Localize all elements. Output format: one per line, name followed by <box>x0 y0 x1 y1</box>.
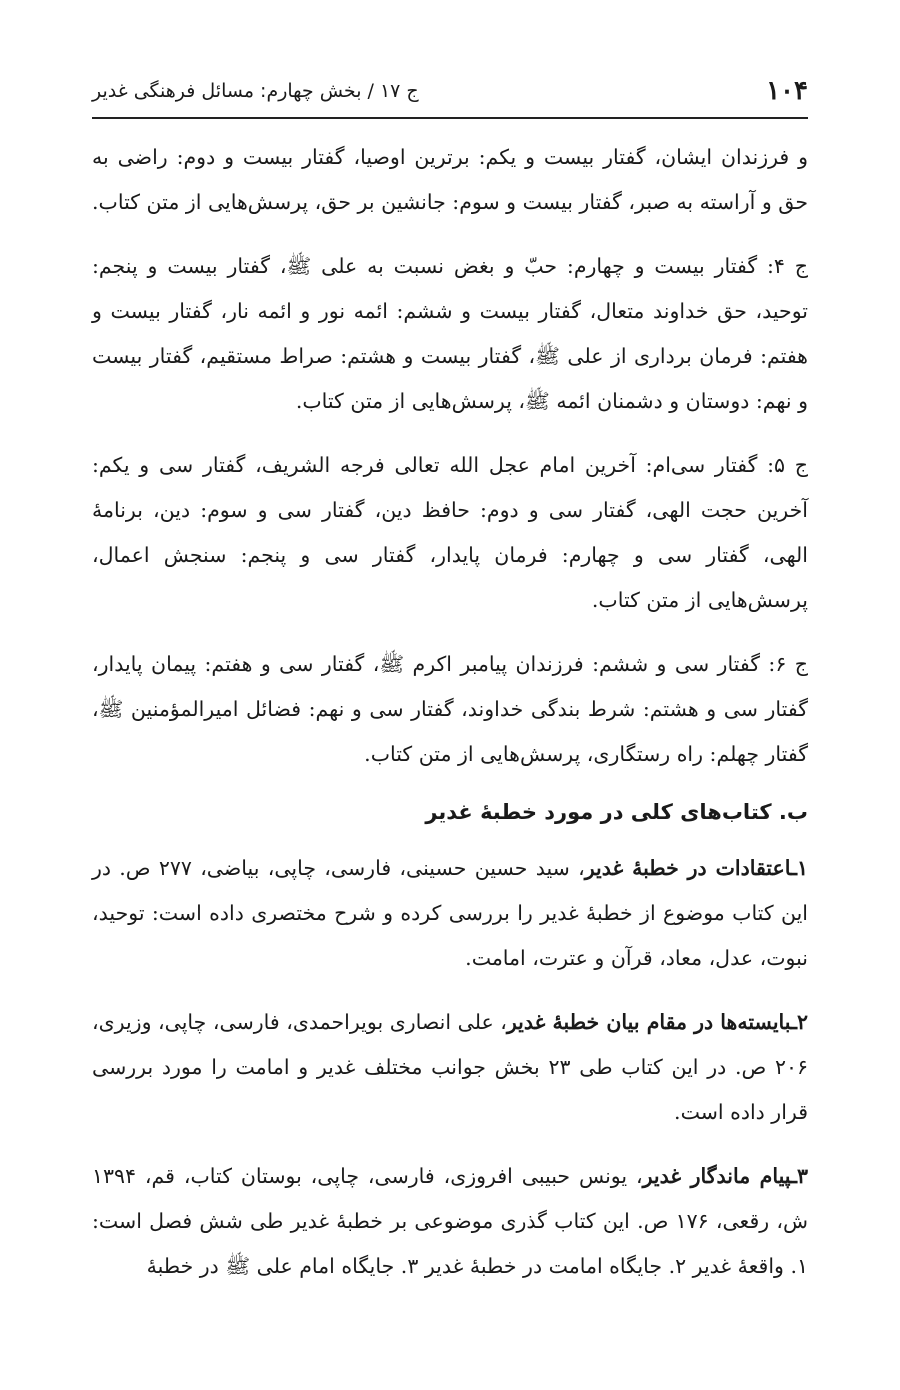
book-entry <box>92 1000 808 1135</box>
paragraph: ج ۴: گفتار بیست و چهارم: حبّ و بغض نسبت به علی ﷺ، گفتار بیست و پنجم: توحید، حق خداوند متعال، گفتار بیست و ششم: ائمه نور و ائمه نار، گفتار بیست و هفتم: فرمان برداری از علی ﷺ، گفتار بیست و هشتم: صراط مستقیم، گفتار بیست و نهم: دوستان و دشمنان ائمه ﷺ، پرسش‌هایی از متن کتاب. <box>92 254 809 413</box>
book-entry <box>92 846 808 981</box>
book-title: ۳ـپیام ماندگار غدیر <box>642 1164 809 1188</box>
book-description: ، علی انصاری بویراحمدی، فارسی، چاپی، وزیری، ۲۰۶ ص. در این کتاب طی ۲۳ بخش جوانب مختلف غدیر و امامت را مورد بررسی قرار داده است. <box>92 1010 809 1124</box>
book-title: ۱ـاعتقادات در خطبهٔ غدیر <box>584 856 808 880</box>
book-title: ۲ـبایسته‌ها در مقام بیان خطبهٔ غدیر <box>506 1010 808 1034</box>
header-rule <box>92 117 808 119</box>
paragraph: ج ۶: گفتار سی و ششم: فرزندان پیامبر اکرم ﷺ، گفتار سی و هفتم: پیمان پایدار، گفتار سی و هشتم: شرط بندگی خداوند، گفتار سی و نهم: فضائل امیرالمؤمنین ﷺ، گفتار چهلم: راه رستگاری، پرسش‌هایی از متن کتاب. <box>92 652 809 766</box>
page-header <box>92 66 808 116</box>
book-entry <box>92 1154 808 1289</box>
book-description: ، یونس حبیبی افروزی، فارسی، چاپی، بوستان کتاب، قم، ۱۳۹۴ ش، رقعی، ۱۷۶ ص. این کتاب گذری موضوعی بر خطبهٔ غدیر طی شش فصل است: ۱. واقعهٔ غدیر ۲. جایگاه امامت در خطبهٔ غدیر ۳. جایگاه امام علی ﷺ در خطبهٔ <box>92 1164 808 1278</box>
paragraph: و فرزندان ایشان، گفتار بیست و یکم: برترین اوصیا، گفتار بیست و دوم: راضی به حق و آراسته به صبر، گفتار بیست و سوم: جانشین بر حق، پرسش‌هایی از متن کتاب. <box>92 145 808 214</box>
paragraph: ج ۵: گفتار سی‌ام: آخرین امام عجل الله تعالی فرجه الشریف، گفتار سی و یکم: آخرین حجت الهی، گفتار سی و دوم: حافظ دین، گفتار سی و سوم: دین، برنامهٔ الهی، گفتار سی و چهارم: فرمان پایدار، گفتار سی و پنجم: سنجش اعمال، پرسش‌هایی از متن کتاب. <box>92 453 808 612</box>
page-body <box>92 135 808 1308</box>
page-number: ۱۰۴ <box>766 76 808 106</box>
book-description: ، سید حسین حسینی، فارسی، چاپی، بیاضی، ۲۷۷ ص. در این کتاب موضوع از خطبهٔ غدیر را بررسی کرده و شرح مختصری داده است: توحید، نبوت، عدل، معاد، قرآن و عترت، امامت. <box>92 856 808 970</box>
section-heading: ب. کتاب‌های کلی در مورد خطبهٔ غدیر <box>425 800 808 824</box>
running-title: ج ۱۷ / بخش چهارم: مسائل فرهنگی غدیر <box>92 80 419 102</box>
